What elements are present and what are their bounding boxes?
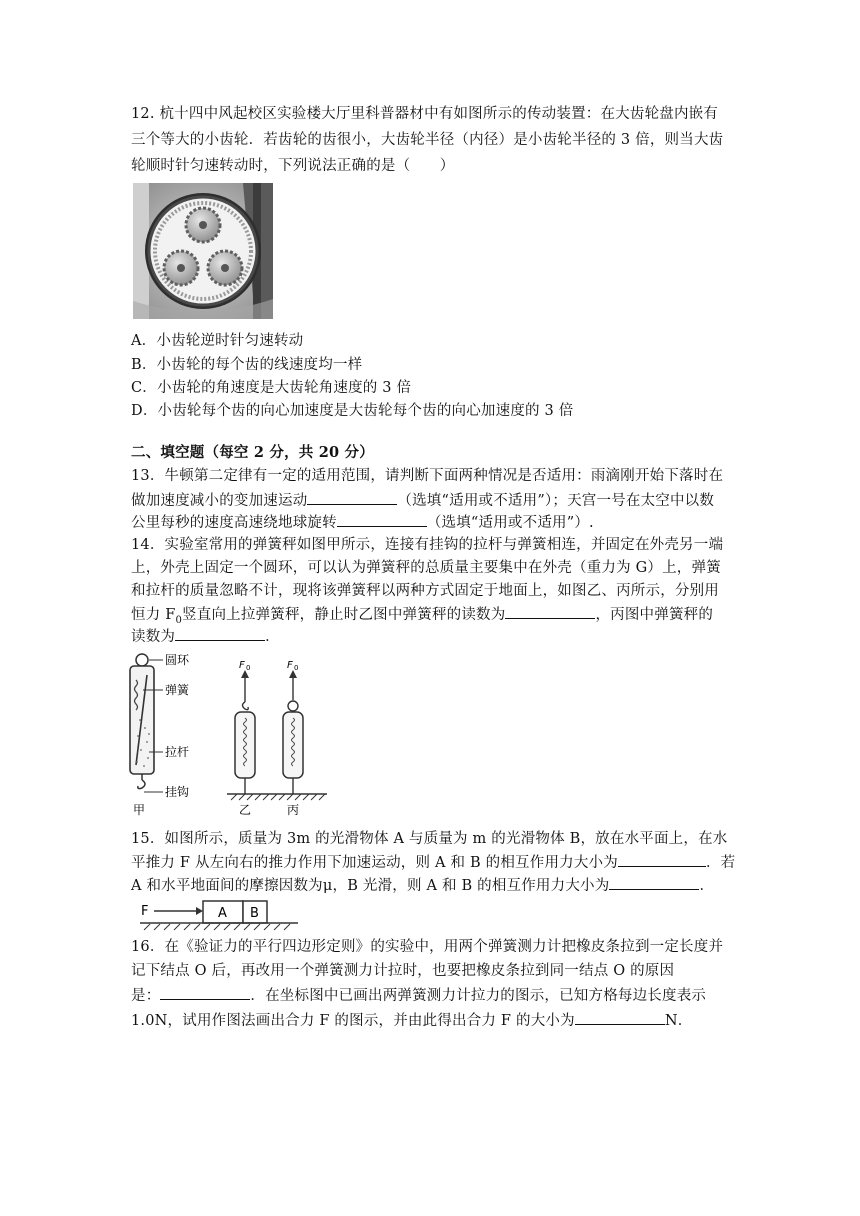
q14-line1: 14．实验室常用的弹簧秤如图甲所示，连接有挂钩的拉杆与弹簧相连，并固定在外壳另一端 <box>131 537 724 553</box>
q15-text: A 和水平地面间的摩擦因数为μ，B 光滑，则 A 和 B 的相互作用力大小为 <box>131 878 610 894</box>
q14-text: 读数为 <box>131 629 176 645</box>
ring-shape <box>136 654 148 666</box>
q13-text: （选填“适用或不适用”）. <box>426 515 594 531</box>
label-yi: 乙 <box>239 803 252 817</box>
q16-text: 1.0N，试用作图法画出合力 F 的图示，并由此得出合力 F 的大小为 <box>131 1013 575 1029</box>
label-hook: 挂钩 <box>165 785 190 799</box>
label-bing: 丙 <box>287 803 300 817</box>
answer-blank <box>609 875 699 890</box>
q16-line1: 16．在《验证力的平行四边形定则》的实验中，用两个弹簧测力计把橡皮条拉到一定长度并 <box>131 939 724 955</box>
q14-line5 <box>131 626 280 647</box>
q12-option-a: A．小齿轮逆时针匀速转动 <box>131 333 304 349</box>
q14-line3: 和拉杆的质量忽略不计，现将该弹簧秤以两种方式固定于地面上，如图乙、丙所示，分别用 <box>131 583 719 599</box>
label-f: F <box>141 904 149 919</box>
q12-option-c: C．小齿轮的角速度是大齿轮角速度的 3 倍 <box>131 380 412 396</box>
q14-text: 恒力 F <box>131 607 176 623</box>
q16-line2: 记下结点 O 后，再改用一个弹簧测力计拉时，也要把橡皮条拉到同一结点 O 的原因 <box>131 963 675 979</box>
q15-line2 <box>131 852 735 873</box>
q13-line2 <box>131 490 714 511</box>
answer-blank <box>505 604 595 619</box>
label-force-bing: F <box>287 660 293 671</box>
q13-text: （选填“适用或不适用”）；天宫一号在太空中以数 <box>397 493 715 509</box>
label-force-yi: F <box>239 660 245 671</box>
q12-line1: 12. 杭十四中风起校区实验楼大厅里科普器材中有如图所示的传动装置：在大齿轮盘内嵌有 <box>131 106 719 122</box>
q13-line1: 13．牛顿第二定律有一定的适用范围，请判断下面两种情况是否适用：雨滴刚开始下落时在 <box>131 468 724 484</box>
q12-option-d: D．小齿轮每个齿的向心加速度是大齿轮每个齿的向心加速度的 3 倍 <box>131 403 574 419</box>
q16-text: N． <box>664 1013 693 1029</box>
q15-text: ．若 <box>705 855 736 871</box>
q14-text: ，丙图中弹簧秤的 <box>595 607 714 623</box>
label-a: A <box>218 906 227 921</box>
q14-text: ． <box>265 629 280 645</box>
q13-line3 <box>131 512 594 533</box>
label-force-bing-sub: 0 <box>294 664 299 672</box>
q12-option-b: B．小齿轮的每个齿的线速度均一样 <box>131 357 363 373</box>
label-ring: 圆环 <box>165 653 190 667</box>
q15-text: 平推力 F 从左向右的推力作用下加速运动，则 A 和 B 的相互作用力大小为 <box>131 855 618 871</box>
q16-text: ．在坐标图中已画出两弹簧测力计拉力的图示，已知方格每边长度表示 <box>250 988 707 1004</box>
spring-balance-figure <box>127 650 337 820</box>
q14-text: 竖直向上拉弹簧秤，静止时乙图中弹簧秤的读数为 <box>182 607 506 623</box>
q12-line3: 轮顺时针匀速转动时，下列说法正确的是（ ） <box>131 158 455 174</box>
label-jia: 甲 <box>133 803 146 817</box>
q12-line2: 三个等大的小齿轮．若齿轮的齿很小，大齿轮半径（内径）是小齿轮半径的 3 倍，则当大齿 <box>131 132 724 148</box>
answer-blank <box>575 1010 665 1025</box>
q15-line1: 15．如图所示，质量为 3m 的光滑物体 A 与质量为 m 的光滑物体 B，放在水平面上，在水 <box>131 831 728 847</box>
label-b: B <box>250 906 259 921</box>
label-force-yi-sub: 0 <box>246 664 251 672</box>
blocks-figure <box>140 898 300 932</box>
answer-blank <box>307 490 397 505</box>
label-rod: 拉杆 <box>165 745 190 759</box>
hook-shape <box>138 780 145 789</box>
q16-text: 是： <box>131 988 161 1004</box>
section-heading: 二、填空题（每空 2 分，共 20 分） <box>131 444 374 461</box>
q13-text: 公里每秒的速度高速绕地球旋转 <box>131 515 337 531</box>
gear-photo <box>133 183 273 319</box>
answer-blank <box>175 626 265 641</box>
q16-line4 <box>131 1010 692 1031</box>
q14-line2: 上，外壳上固定一个圆环，可以认为弹簧秤的总质量主要集中在外壳（重力为 G）上，弹簧 <box>131 560 721 576</box>
q15-line3 <box>131 875 714 896</box>
q16-line3 <box>131 985 706 1006</box>
q13-text: 做加速度减小的变加速运动 <box>131 493 308 509</box>
q15-text: ． <box>699 878 715 894</box>
q14-subscript: 0 <box>175 614 183 626</box>
answer-blank <box>160 985 250 1000</box>
label-spring: 弹簧 <box>165 683 190 697</box>
answer-blank <box>337 512 427 527</box>
answer-blank <box>618 852 706 867</box>
